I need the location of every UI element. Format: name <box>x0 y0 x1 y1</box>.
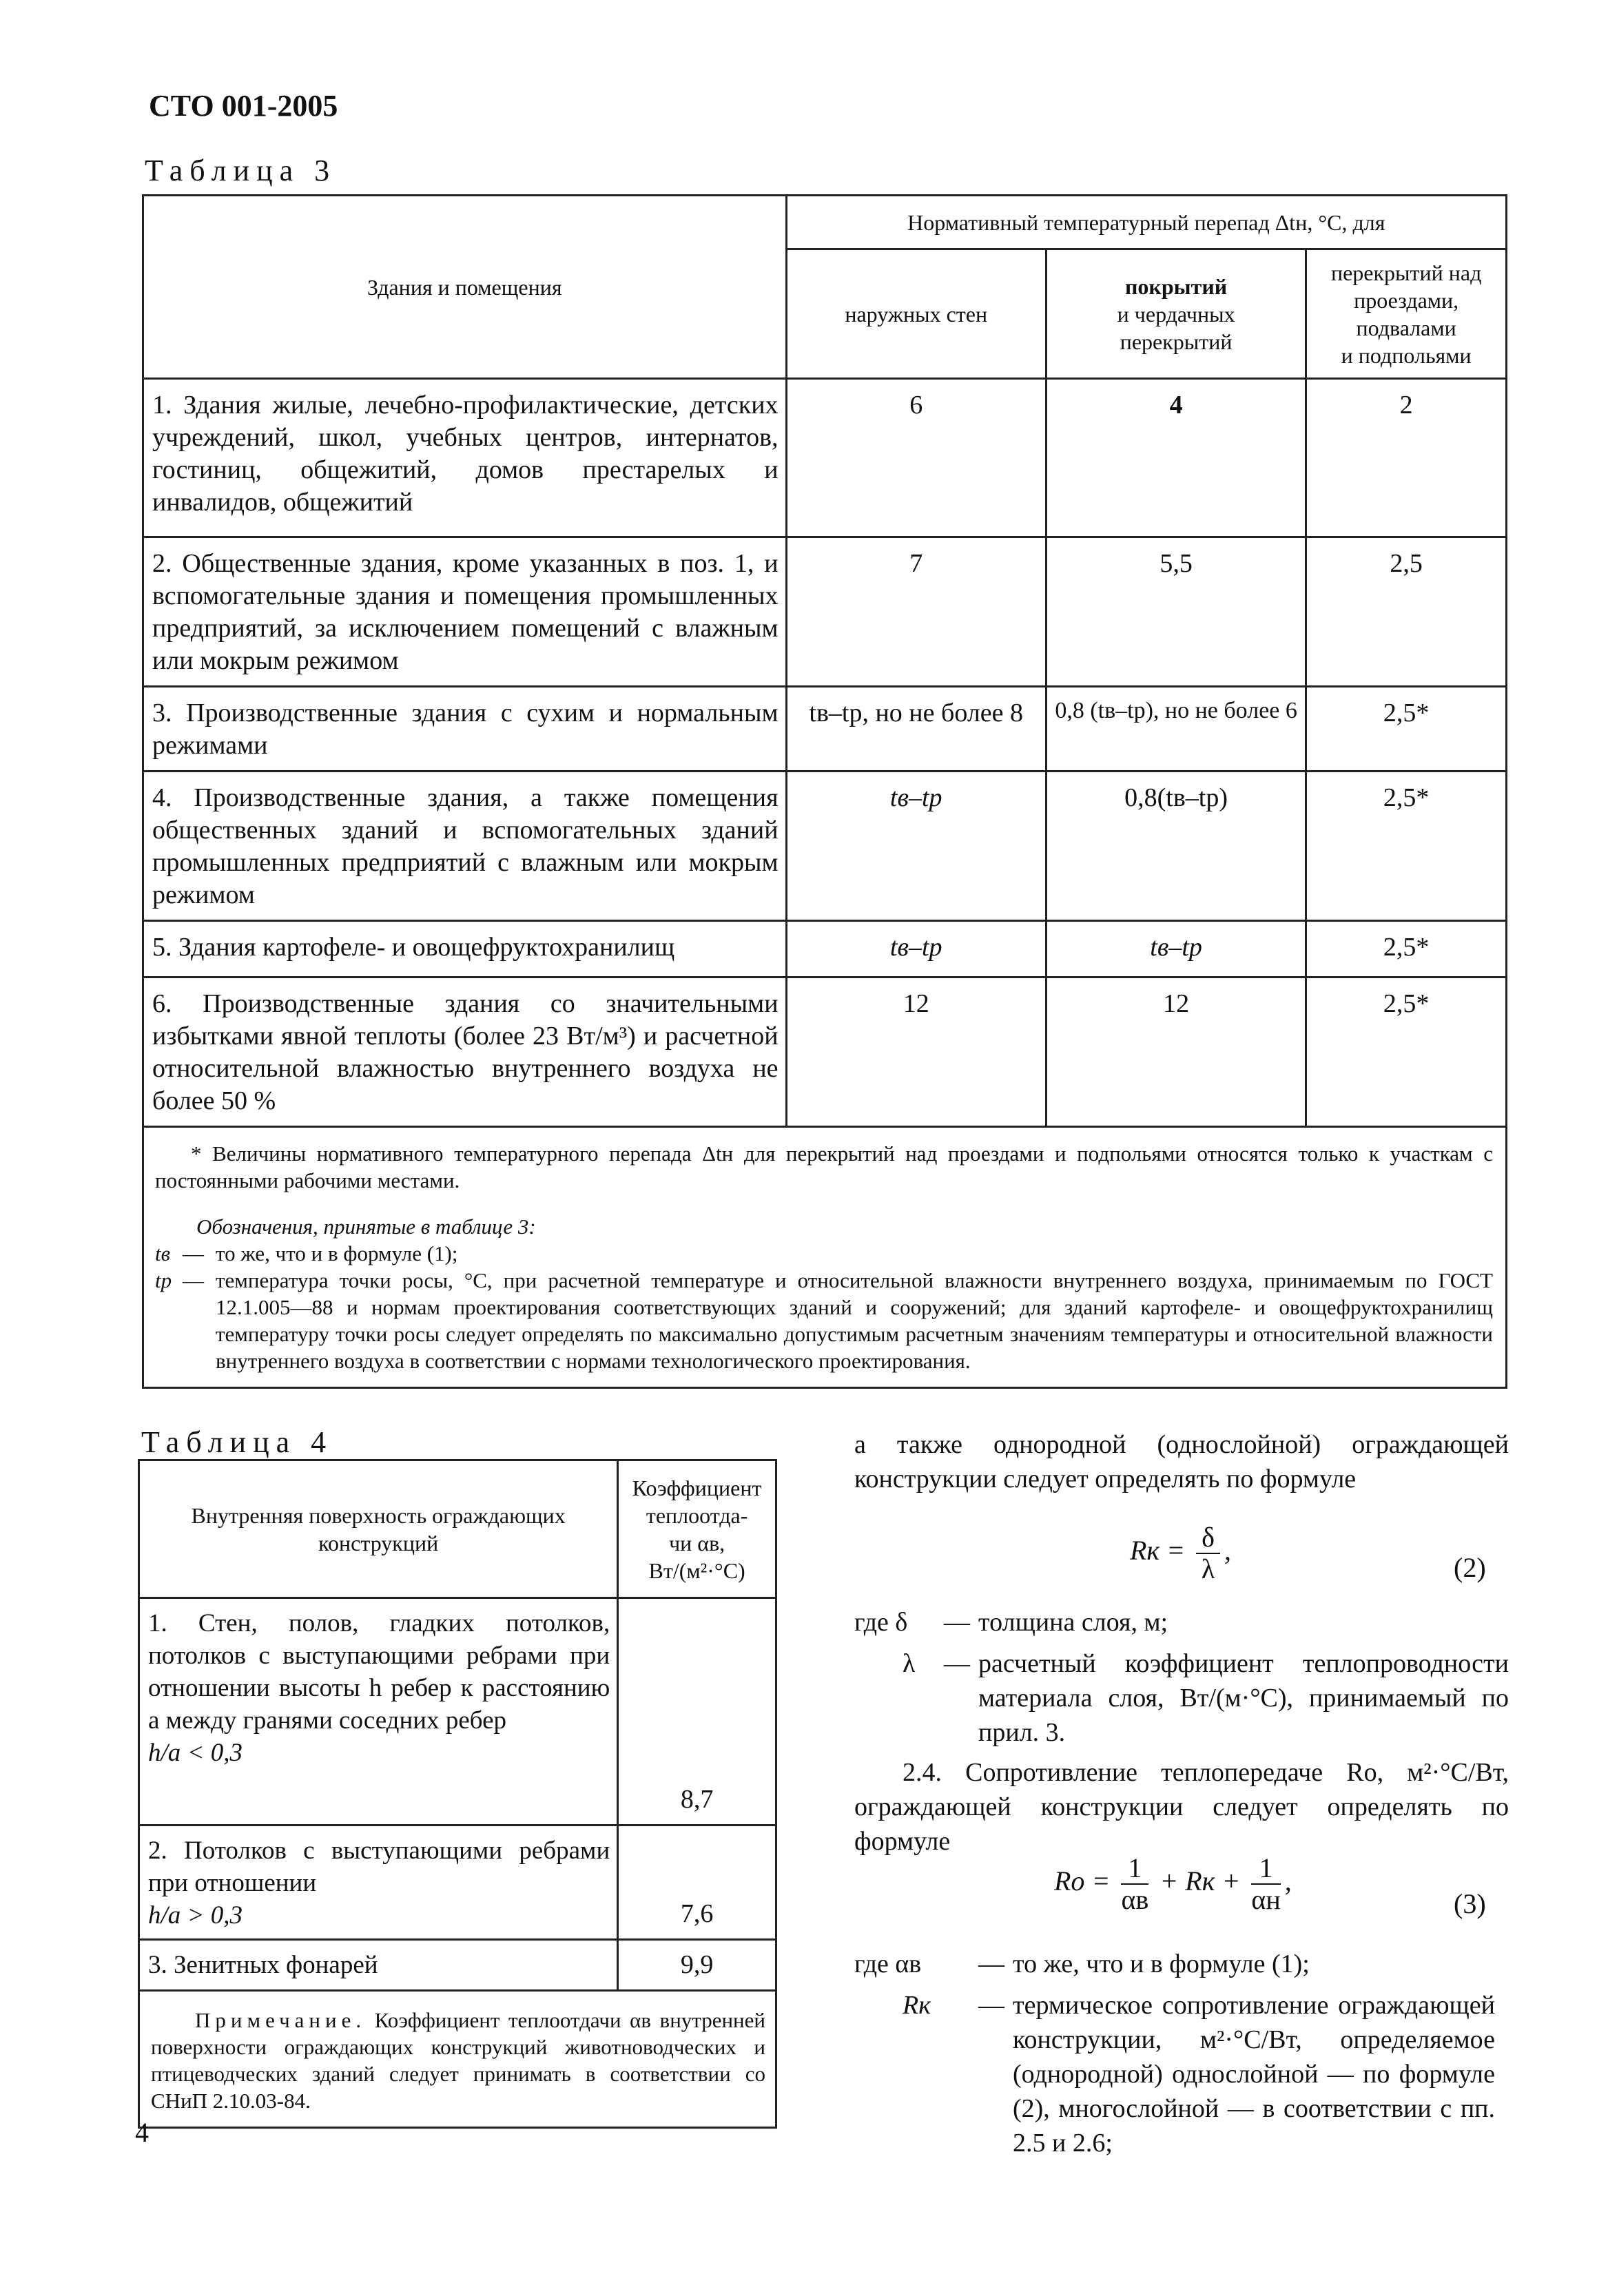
table3-footnote: * Величины нормативного температурного перепада Δtн для перекрытий над проездами и подпольями относятся только к участкам с постоянными рабочими местами. <box>155 1141 1493 1192</box>
t3-col-floors-l4: и подпольями <box>1341 342 1472 368</box>
t3-col-walls: наружных стен <box>786 249 1046 379</box>
t4-row2-text <box>139 1826 618 1940</box>
table-row <box>139 1940 776 1991</box>
rk-definition: термическое сопротивление ограждающей конструкции, м²·°С/Вт, определяемое (однородной) однослойной — по формуле (2), многослойной — в соответствии с пп. 2.5 и 2.6; <box>1013 1991 1495 2158</box>
t3-row5-walls: tв–tр <box>786 921 1046 978</box>
t3-row3-walls: tв–tр, но не более 8 <box>786 687 1046 772</box>
t4-row3-text: 3. Зенитных фонарей <box>139 1940 618 1991</box>
t3-row6-roofs: 12 <box>1046 978 1306 1127</box>
where-delta: где δ <box>854 1608 908 1637</box>
table4-caption: Таблица 4 <box>141 1425 333 1459</box>
formula-2-denominator: λ <box>1201 1553 1215 1584</box>
delta-definition: толщина слоя, м; <box>978 1608 1168 1637</box>
formula-2-lhs: Rк = <box>1130 1535 1186 1566</box>
lambda-symbol: λ <box>903 1649 916 1678</box>
t4-header-coef-l1: Коэффициент <box>632 1475 762 1500</box>
dash: — <box>978 1991 1004 2020</box>
table-row <box>143 772 1507 921</box>
t3-row1-roofs: 4 <box>1046 379 1306 537</box>
t4-row1-condition: h/a < 0,3 <box>148 1739 243 1767</box>
definition-tr-symbol: tр <box>155 1268 172 1292</box>
formula-2-tail: , <box>1224 1535 1231 1566</box>
table-row <box>139 1598 776 1826</box>
table4-note-text: Коэффициент теплоотдачи αв внутренней поверхности ограждающих конструкций животноводческих и птицеводческих зданий следует принимать в соответствии со СНиП 2.10.03-84. <box>151 2008 765 2113</box>
t3-row5-floors: 2,5* <box>1306 921 1507 978</box>
table-row <box>139 1826 776 1940</box>
t3-row6-floors: 2,5* <box>1306 978 1507 1127</box>
t3-row5-name: 5. Здания картофеле- и овощефруктохранилищ <box>143 921 787 978</box>
t3-col-roofs-l1: покрытий <box>1124 273 1228 299</box>
table4-note-label: Примечание. <box>195 2008 367 2032</box>
dash: — <box>978 1949 1004 1978</box>
formula-3-middle: + Rк + <box>1159 1865 1241 1897</box>
formula-3-fraction-2 <box>1251 1853 1280 1915</box>
formula-3-fraction-1 <box>1121 1853 1148 1915</box>
formula-3-tail: , <box>1284 1865 1292 1897</box>
t3-col-floors-l2: проездами, <box>1354 287 1459 313</box>
formula-2-numerator: δ <box>1196 1522 1220 1554</box>
dash: — <box>944 1649 970 1678</box>
formula-3 <box>1054 1853 1292 1915</box>
t3-col-floors-l1: перекрытий над <box>1330 260 1482 285</box>
table-row <box>143 537 1507 687</box>
table4 <box>138 1459 777 2129</box>
t4-row2-condition: h/a > 0,3 <box>148 1901 243 1930</box>
t3-row2-name: 2. Общественные здания, кроме указанных в поз. 1, и вспомогательные здания и помещения промышленных предприятий, за исключением помещений с влажным или мокрым режимом <box>143 537 787 687</box>
t4-row1-description: 1. Стен, полов, гладких потолков, потолков с выступающими ребрами при отношении высоты h ребер к расстоянию а между гранями соседних ребер <box>148 1609 610 1735</box>
t4-header-coef-l4: Вт/(м²·°С) <box>648 1558 745 1583</box>
formula-3-denominator-1: αв <box>1121 1884 1149 1915</box>
table-row <box>143 978 1507 1127</box>
table4-note <box>139 1991 776 2128</box>
definition-tr-text: температура точки росы, °С, при расчетной температуре и относительной влажности внутреннего воздуха, принимаемым по ГОСТ 12.1.005—88 и нормам проектирования соответствующих зданий и сооружений; для зданий картофеле- и овощефруктохранилищ температуру точки росы следует определять по максимально допустимым расчетным значениям температуры и относительной влажности внутреннего воздуха в соответствии с нормами технологического проектирования. <box>216 1268 1493 1373</box>
definition-dash: — <box>183 1268 204 1292</box>
t3-row1-name: 1. Здания жилые, лечебно-профилактические, детских учреждений, школ, учебных центров, интернатов, гостиниц, общежитий, домов престарелых и инвалидов, общежитий <box>143 379 787 537</box>
formula-3-numerator-1: 1 <box>1121 1853 1148 1885</box>
t4-row3-value: 9,9 <box>618 1940 776 1991</box>
t3-row4-roofs: 0,8(tв–tр) <box>1046 772 1306 921</box>
definition-tv-text: то же, что и в формуле (1); <box>216 1241 458 1265</box>
t3-row6-walls: 12 <box>786 978 1046 1127</box>
section-2-4 <box>854 1755 1509 1859</box>
formula-3-number: (3) <box>1454 1888 1486 1919</box>
table4-note-row <box>139 1991 776 2128</box>
alpha-definition: то же, что и в формуле (1); <box>1013 1949 1310 1978</box>
t3-row3-name: 3. Производственные здания с сухим и нормальным режимами <box>143 687 787 772</box>
t3-col-roofs <box>1046 249 1306 379</box>
definition-dash: — <box>183 1241 204 1265</box>
table-row <box>143 687 1507 772</box>
document-id: СТО 001-2005 <box>149 89 338 123</box>
formula-2 <box>1130 1522 1231 1584</box>
table3-notes <box>143 1127 1507 1388</box>
right-intro <box>854 1427 1509 1496</box>
t3-header-buildings: Здания и помещения <box>143 196 787 379</box>
t4-header-coef-l2: теплоотда- <box>646 1502 748 1528</box>
lambda-definition: расчетный коэффициент теплопроводности материала слоя, Вт/(м·°С), принимаемый по прил. 3. <box>978 1649 1509 1747</box>
rk-symbol: Rк <box>903 1991 931 2020</box>
intro-paragraph: а также однородной (однослойной) ограждающей конструкции следует определять по формуле <box>854 1430 1509 1493</box>
section-2-4-text: 2.4. Сопротивление теплопередаче Rо, м²·°С/Вт, ограждающей конструкции следует определять по формуле <box>854 1758 1509 1856</box>
t4-header-surface: Внутренняя поверхность ограждающих конструкций <box>139 1460 618 1598</box>
formula-2-number: (2) <box>1454 1552 1486 1583</box>
t4-row1-value: 8,7 <box>618 1598 776 1826</box>
t3-row5-roofs: tв–tр <box>1046 921 1306 978</box>
definition-tv-symbol: tв <box>155 1241 171 1265</box>
t4-row2-description: 2. Потолков с выступающими ребрами при отношении <box>148 1837 610 1897</box>
t3-header-group: Нормативный температурный перепад Δtн, °С, для <box>786 196 1506 249</box>
designations-title: Обозначения, принятые в таблице 3: <box>196 1214 536 1239</box>
table3 <box>142 194 1507 1389</box>
t3-row4-walls: tв–tр <box>786 772 1046 921</box>
t4-header-coef <box>618 1460 776 1598</box>
formula-3-lhs: Rо = <box>1054 1865 1111 1897</box>
formula-3-denominator-2: αн <box>1251 1884 1281 1915</box>
t3-row4-floors: 2,5* <box>1306 772 1507 921</box>
definition-tr <box>155 1267 1493 1374</box>
t3-col-roofs-l3: перекрытий <box>1120 329 1233 354</box>
t3-row1-floors: 2 <box>1306 379 1507 537</box>
t3-row3-roofs: 0,8 (tв–tр), но не более 6 <box>1046 687 1306 772</box>
table3-notes-row <box>143 1127 1507 1388</box>
t3-row4-name: 4. Производственные здания, а также помещения общественных зданий и вспомогательных зданий промышленных предприятий с влажным или мокрым режимом <box>143 772 787 921</box>
where-alpha: где αв <box>854 1949 922 1978</box>
t3-row6-name: 6. Производственные здания со значительными избытками явной теплоты (более 23 Вт/м³) и расчетной относительной влажностью внутреннего воздуха не более 50 % <box>143 978 787 1127</box>
definition-tv <box>155 1240 1493 1267</box>
t3-col-floors-l3: подвалами <box>1356 315 1456 340</box>
t4-row2-value: 7,6 <box>618 1826 776 1940</box>
table-row <box>143 379 1507 537</box>
t3-row2-walls: 7 <box>786 537 1046 687</box>
formula-3-numerator-2: 1 <box>1251 1853 1280 1885</box>
formula-2-fraction <box>1196 1522 1220 1584</box>
table-row <box>143 921 1507 978</box>
t3-row3-floors: 2,5* <box>1306 687 1507 772</box>
t3-col-roofs-l2: и чердачных <box>1117 301 1235 327</box>
t4-header-coef-l3: чи αв, <box>669 1530 725 1555</box>
t4-row1-text <box>139 1598 618 1826</box>
dash: — <box>944 1608 970 1637</box>
page-number: 4 <box>135 2117 149 2148</box>
t3-row2-floors: 2,5 <box>1306 537 1507 687</box>
t3-row2-roofs: 5,5 <box>1046 537 1306 687</box>
t3-col-floors <box>1306 249 1507 379</box>
t3-row1-walls: 6 <box>786 379 1046 537</box>
table3-caption: Таблица 3 <box>145 154 337 187</box>
